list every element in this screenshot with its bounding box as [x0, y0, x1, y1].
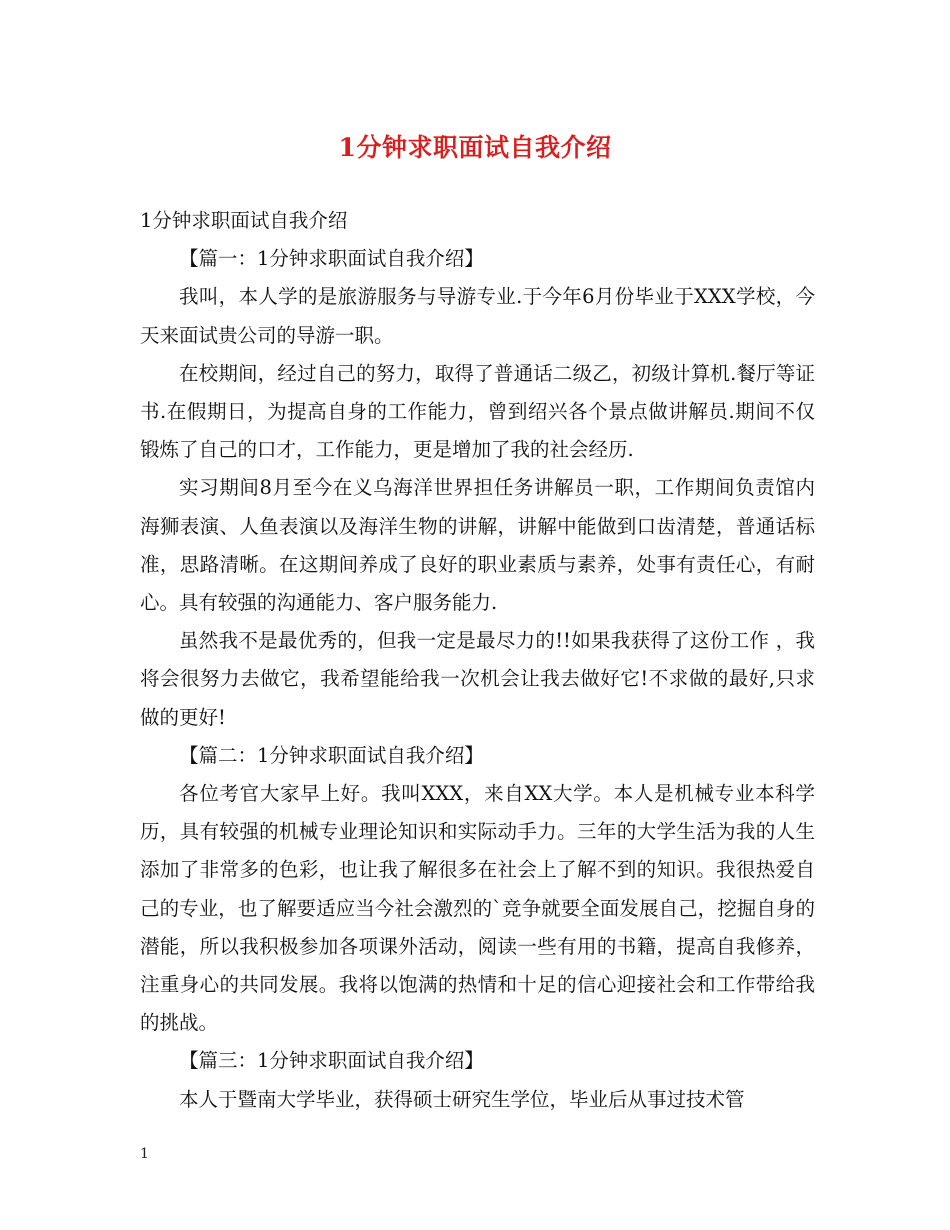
- section-heading-3: 【篇三：1分钟求职面试自我介绍】: [179, 1049, 484, 1073]
- page-number: 1: [140, 1146, 149, 1162]
- paragraph-5: 各位考官大家早上好。我叫XXX，来自XX大学。本人是机械专业本科学历，具有较强的机械专业理论知识和实际动手力。三年的大学生活为我的人生添加了非常多的色彩，也让我了解很多在社会上了解不到的知识。我很热爱自己的专业，也了解要适应当今社会激烈的`竞争就要全面发展自己，挖掘自身的潜能，所以我积极参加各项课外活动，阅读一些有用的书籍，提高自我修养，注重身心的共同发展。我将以饱满的热情和十足的信心迎接社会和工作带给我的挑战。: [140, 782, 815, 1035]
- subtitle-line: 1分钟求职面试自我介绍: [140, 209, 348, 232]
- section-heading-2: 【篇二：1分钟求职面试自我介绍】: [179, 743, 484, 767]
- paragraph-1: 我叫，本人学的是旅游服务与导游专业.于今年6月份毕业于XXX学校，今天来面试贵公司的导游一职。: [140, 285, 815, 347]
- paragraph-3: 实习期间8月至今在义乌海洋世界担任务讲解员一职，工作期间负责馆内海狮表演、人鱼表演以及海洋生物的讲解，讲解中能做到口齿清楚，普通话标准，思路清晰。在这期间养成了良好的职业素质与素养，处事有责任心，有耐心。具有较强的沟通能力、客户服务能力.: [140, 476, 815, 615]
- paragraph-4: 虽然我不是最优秀的，但我一定是最尽力的!!如果我获得了这份工作 ，我将会很努力去做它，我希望能给我一次机会让我去做好它!不求做的最好,只求做的更好!: [140, 629, 815, 729]
- paragraph-2: 在校期间，经过自己的努力，取得了普通话二级乙，初级计算机.餐厅等证书.在假期日，为提高自身的工作能力，曾到绍兴各个景点做讲解员.期间不仅锻炼了自己的口才，工作能力，更是增加了我的社会经历.: [140, 361, 815, 462]
- section-heading-1: 【篇一：1分钟求职面试自我介绍】: [179, 247, 484, 271]
- paragraph-6: 本人于暨南大学毕业，获得硕士研究生学位，毕业后从事过技术管: [179, 1087, 745, 1111]
- document-title: 1分钟求职面试自我介绍: [338, 133, 612, 162]
- document-body: [140, 202, 815, 1119]
